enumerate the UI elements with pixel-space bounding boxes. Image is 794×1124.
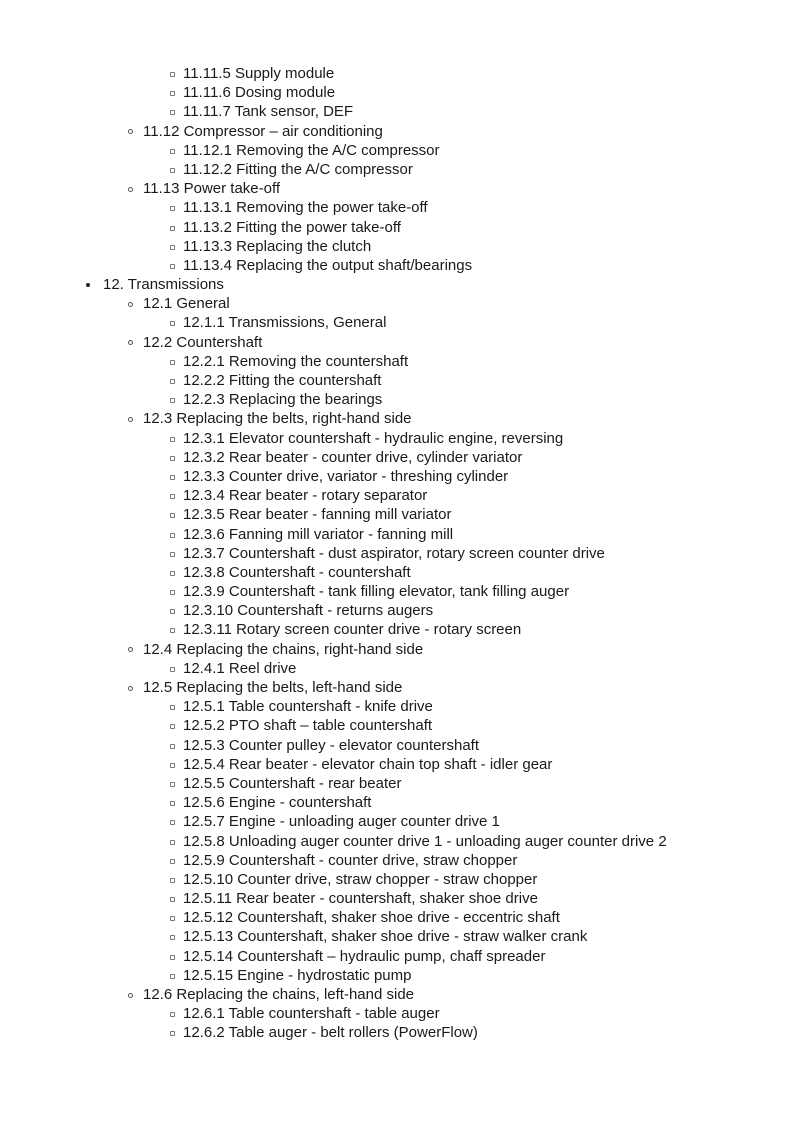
toc-entry-label: 12.5.2 PTO shaft – table countershaft bbox=[183, 717, 433, 735]
toc-entry-label: 12.5.13 Countershaft, shaker shoe drive - straw walker crank bbox=[183, 928, 588, 946]
square-bullet-icon bbox=[170, 168, 175, 173]
square-bullet-icon bbox=[170, 955, 175, 960]
toc-subsection bbox=[0, 736, 794, 755]
toc-entry-label: 11.11.7 Tank sensor, DEF bbox=[183, 103, 354, 121]
toc-subsection bbox=[0, 755, 794, 774]
toc-entry-label: 12.3.7 Countershaft - dust aspirator, rotary screen counter drive bbox=[183, 544, 605, 562]
toc-subsection bbox=[0, 525, 794, 544]
square-bullet-icon bbox=[170, 475, 175, 480]
square-bullet-icon bbox=[170, 494, 175, 499]
toc-subsection bbox=[0, 102, 794, 121]
circle-bullet-icon bbox=[128, 993, 133, 998]
toc-subsection bbox=[0, 486, 794, 505]
toc-subsection bbox=[0, 313, 794, 332]
toc-entry-label: 12.4.1 Reel drive bbox=[183, 659, 297, 677]
toc-subsection bbox=[0, 467, 794, 486]
toc-entry-label: 11.13.4 Replacing the output shaft/bearings bbox=[183, 256, 473, 274]
square-bullet-icon bbox=[170, 724, 175, 729]
square-bullet-icon bbox=[170, 667, 175, 672]
toc-subsection bbox=[0, 716, 794, 735]
toc-entry-label: 12.1 General bbox=[143, 295, 230, 313]
toc-subsection bbox=[0, 659, 794, 678]
toc-section bbox=[0, 333, 794, 352]
toc-section bbox=[0, 985, 794, 1004]
toc-entry-label: 11.12 Compressor – air conditioning bbox=[143, 122, 383, 140]
toc-entry-label: 12.3.2 Rear beater - counter drive, cylinder variator bbox=[183, 448, 523, 466]
toc-subsection bbox=[0, 160, 794, 179]
toc-entry-label: 12.5 Replacing the belts, left-hand side bbox=[143, 679, 403, 696]
toc-subsection bbox=[0, 812, 794, 831]
square-bullet-icon bbox=[170, 360, 175, 365]
square-bullet-icon bbox=[170, 935, 175, 940]
toc-entry-label: 12.5.9 Countershaft - counter drive, straw chopper bbox=[183, 851, 518, 869]
square-bullet-icon bbox=[170, 974, 175, 979]
square-bullet-icon bbox=[170, 149, 175, 154]
square-bullet-icon bbox=[170, 878, 175, 883]
toc-section bbox=[0, 640, 794, 659]
toc-subsection bbox=[0, 793, 794, 812]
square-bullet-icon bbox=[170, 513, 175, 518]
toc-entry-label: 12.3.6 Fanning mill variator - fanning mill bbox=[183, 525, 454, 543]
toc-entry-label: 12.6.2 Table auger - belt rollers (PowerFlow) bbox=[183, 1024, 478, 1042]
toc-subsection bbox=[0, 889, 794, 908]
square-bullet-icon bbox=[170, 916, 175, 921]
toc-subsection bbox=[0, 505, 794, 524]
circle-bullet-icon bbox=[128, 647, 133, 652]
square-bullet-icon bbox=[170, 110, 175, 115]
toc-subsection bbox=[0, 544, 794, 563]
square-bullet-icon bbox=[170, 1012, 175, 1017]
toc-subsection bbox=[0, 198, 794, 217]
toc-subsection bbox=[0, 237, 794, 256]
square-bullet-icon bbox=[170, 264, 175, 269]
toc-entry-label: 12.3.5 Rear beater - fanning mill variator bbox=[183, 506, 452, 524]
square-bullet-icon bbox=[170, 206, 175, 211]
toc-entry-label: 12.6.1 Table countershaft - table auger bbox=[183, 1005, 440, 1023]
toc-subsection bbox=[0, 697, 794, 716]
toc-subsection bbox=[0, 83, 794, 102]
square-bullet-icon bbox=[170, 226, 175, 231]
toc-entry-label: 12.3.11 Rotary screen counter drive - rotary screen bbox=[183, 621, 522, 639]
toc-subsection bbox=[0, 563, 794, 582]
square-bullet-icon bbox=[170, 782, 175, 787]
toc-subsection bbox=[0, 448, 794, 467]
square-bullet-icon bbox=[170, 379, 175, 384]
square-bullet-icon bbox=[170, 321, 175, 326]
toc-entry-label: 11.11.6 Dosing module bbox=[183, 84, 336, 102]
toc-entry-label: 12.5.8 Unloading auger counter drive 1 - unloading auger counter drive 2 bbox=[183, 832, 667, 850]
square-bullet-icon bbox=[170, 590, 175, 595]
square-bullet-icon bbox=[170, 245, 175, 250]
toc-section bbox=[0, 122, 794, 141]
square-bullet-icon bbox=[170, 456, 175, 461]
toc-subsection bbox=[0, 218, 794, 237]
toc-entry-label: 12.5.12 Countershaft, shaker shoe drive - eccentric shaft bbox=[183, 909, 560, 927]
toc-entry-label: 12.3.3 Counter drive, variator - threshing cylinder bbox=[183, 467, 509, 485]
toc-subsection bbox=[0, 429, 794, 448]
square-bullet-icon bbox=[170, 533, 175, 538]
toc-entry-label: 12.3.8 Countershaft - countershaft bbox=[183, 563, 411, 581]
circle-bullet-icon bbox=[128, 302, 133, 307]
toc-entry-label: 12.5.11 Rear beater - countershaft, shaker shoe drive bbox=[183, 890, 538, 908]
toc-entry-label: 11.13.2 Fitting the power take-off bbox=[183, 218, 401, 236]
toc-entry-label: 12.1.1 Transmissions, General bbox=[183, 314, 387, 332]
toc-entry-label: 12.2.1 Removing the countershaft bbox=[183, 352, 409, 370]
toc-subsection bbox=[0, 256, 794, 275]
toc-entry-label: 12.5.14 Countershaft – hydraulic pump, chaff spreader bbox=[183, 947, 546, 965]
toc-entry-label: 12.3.1 Elevator countershaft - hydraulic engine, reversing bbox=[183, 429, 564, 447]
square-bullet-icon bbox=[170, 552, 175, 557]
square-bullet-icon bbox=[170, 91, 175, 96]
toc-subsection bbox=[0, 352, 794, 371]
toc-section bbox=[0, 678, 794, 697]
toc-entry-label: 12.4 Replacing the chains, right-hand side bbox=[143, 640, 424, 658]
toc-subsection bbox=[0, 947, 794, 966]
disc-bullet-icon bbox=[86, 283, 90, 287]
circle-bullet-icon bbox=[128, 417, 133, 422]
square-bullet-icon bbox=[170, 840, 175, 845]
toc-entry-label: 12.5.6 Engine - countershaft bbox=[183, 794, 372, 812]
toc-subsection bbox=[0, 908, 794, 927]
toc-entry-label: 11.13 Power take-off bbox=[143, 180, 281, 198]
toc-subsection bbox=[0, 620, 794, 639]
square-bullet-icon bbox=[170, 744, 175, 749]
toc-entry-label: 12.5.5 Countershaft - rear beater bbox=[183, 774, 402, 792]
toc-subsection bbox=[0, 927, 794, 946]
toc-subsection bbox=[0, 601, 794, 620]
square-bullet-icon bbox=[170, 763, 175, 768]
toc-subsection bbox=[0, 832, 794, 851]
toc-section bbox=[0, 294, 794, 313]
circle-bullet-icon bbox=[128, 187, 133, 192]
toc-entry-label: 12.6 Replacing the chains, left-hand side bbox=[143, 986, 415, 1003]
toc-subsection bbox=[0, 582, 794, 601]
toc-entry-label: 12. Transmissions bbox=[103, 276, 224, 294]
square-bullet-icon bbox=[170, 1031, 175, 1036]
toc-subsection bbox=[0, 966, 794, 985]
toc-entry-label: 12.3.10 Countershaft - returns augers bbox=[183, 602, 434, 620]
toc-entry-label: 12.2.2 Fitting the countershaft bbox=[183, 372, 382, 389]
toc-entry-label: 12.3 Replacing the belts, right-hand side bbox=[143, 410, 412, 428]
square-bullet-icon bbox=[170, 398, 175, 403]
toc-chapter bbox=[0, 275, 794, 294]
toc-subsection bbox=[0, 1023, 794, 1042]
toc-entry-label: 11.12.1 Removing the A/C compressor bbox=[183, 141, 440, 159]
table-of-contents bbox=[0, 64, 794, 1043]
toc-section bbox=[0, 409, 794, 428]
toc-entry-label: 12.5.10 Counter drive, straw chopper - straw chopper bbox=[183, 870, 538, 888]
toc-entry-label: 12.5.4 Rear beater - elevator chain top shaft - idler gear bbox=[183, 755, 553, 773]
toc-entry-label: 12.3.9 Countershaft - tank filling elevator, tank filling auger bbox=[183, 583, 570, 601]
toc-subsection bbox=[0, 774, 794, 793]
square-bullet-icon bbox=[170, 609, 175, 614]
square-bullet-icon bbox=[170, 72, 175, 77]
toc-subsection bbox=[0, 390, 794, 409]
toc-entry-label: 12.5.3 Counter pulley - elevator countershaft bbox=[183, 736, 480, 754]
square-bullet-icon bbox=[170, 437, 175, 442]
circle-bullet-icon bbox=[128, 129, 133, 134]
toc-subsection bbox=[0, 141, 794, 160]
square-bullet-icon bbox=[170, 801, 175, 806]
toc-section bbox=[0, 179, 794, 198]
toc-entry-label: 12.2.3 Replacing the bearings bbox=[183, 391, 383, 409]
square-bullet-icon bbox=[170, 705, 175, 710]
toc-entry-label: 12.5.7 Engine - unloading auger counter drive 1 bbox=[183, 813, 500, 831]
toc-subsection bbox=[0, 64, 794, 83]
toc-entry-label: 11.13.1 Removing the power take-off bbox=[183, 199, 428, 217]
circle-bullet-icon bbox=[128, 340, 133, 345]
toc-entry-label: 11.11.5 Supply module bbox=[183, 65, 335, 82]
square-bullet-icon bbox=[170, 628, 175, 633]
toc-entry-label: 12.2 Countershaft bbox=[143, 333, 263, 351]
circle-bullet-icon bbox=[128, 686, 133, 691]
square-bullet-icon bbox=[170, 859, 175, 864]
square-bullet-icon bbox=[170, 820, 175, 825]
toc-entry-label: 12.5.1 Table countershaft - knife drive bbox=[183, 698, 433, 716]
toc-entry-label: 11.12.2 Fitting the A/C compressor bbox=[183, 160, 413, 178]
toc-subsection bbox=[0, 1004, 794, 1023]
toc-entry-label: 12.3.4 Rear beater - rotary separator bbox=[183, 487, 428, 505]
square-bullet-icon bbox=[170, 571, 175, 576]
toc-subsection bbox=[0, 851, 794, 870]
square-bullet-icon bbox=[170, 897, 175, 902]
toc-entry-label: 11.13.3 Replacing the clutch bbox=[183, 237, 372, 255]
toc-subsection bbox=[0, 870, 794, 889]
toc-subsection bbox=[0, 371, 794, 390]
toc-entry-label: 12.5.15 Engine - hydrostatic pump bbox=[183, 966, 412, 984]
